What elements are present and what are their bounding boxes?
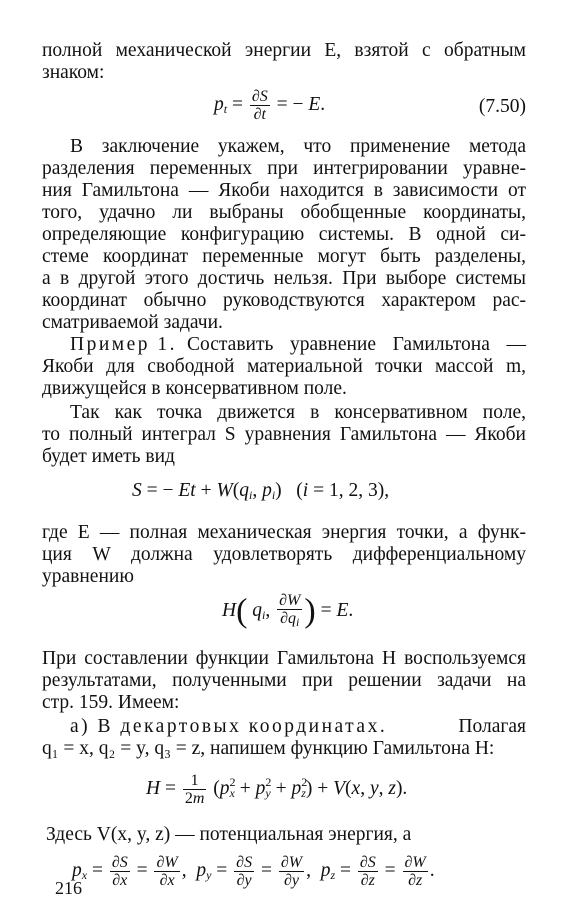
item-a-line xyxy=(70,716,526,738)
text-line: того, удачно ли выбраны обобщенные координаты, xyxy=(42,202,526,223)
text-line: При составлении функции Гамильтона H воспользуемся xyxy=(42,648,526,669)
text-line: Здесь V(x, y, z) — потенциальная энергия, а xyxy=(46,824,412,845)
text-line: результатами, полученными при решении задачи на xyxy=(42,670,526,691)
text-line: ния Гамильтона — Якоби находится в зависимости от xyxy=(42,180,526,201)
text-line: координат обычно руководствуются характером рас- xyxy=(42,290,526,311)
equation-number: (7.50) xyxy=(478,96,526,117)
text-line: где E — полная механическая энергия точки, а функ- xyxy=(42,522,526,543)
text-line: разделения переменных при интегрировании уравне- xyxy=(42,158,526,179)
example-heading-line xyxy=(70,334,526,356)
example-text: Составить уравнение Гамильтона — xyxy=(187,334,526,355)
text-line: а в другой этого достичь нельзя. При выборе системы xyxy=(42,268,526,289)
text-line: Якоби для свободной материальной точки массой m, xyxy=(42,356,526,377)
text-line: В заключение укажем, что применение метода xyxy=(70,136,526,157)
text-line: уравнению xyxy=(42,566,134,587)
text-line: стр. 159. Имеем: xyxy=(42,692,180,713)
item-a-label: а) В декартовых координатах. xyxy=(70,716,388,737)
text-line: будет иметь вид xyxy=(42,446,175,467)
item-a-tail: Полагая xyxy=(458,716,526,737)
equation-full-integral: S = − $Et + W(q_i$, $p_i$) (i = 1, 2, 3), xyxy=(132,480,390,502)
text-line: полной механической энергии E, взятой с обратным xyxy=(42,40,526,61)
text-line: q₁ = x, q₂ = y, q₃ = z, напишем функцию Гамильтона H: xyxy=(42,738,495,759)
equation-hamiltonian-pde: H( $q_i$, $\frac{\partial W}{\partial q_i}$ ) = E. xyxy=(222,592,354,630)
text-line: Так как точка движется в консервативном поле, xyxy=(70,402,526,423)
text-line: определяющие конфигурацию системы. В одной си- xyxy=(42,224,526,245)
text-line: стеме координат переменные могут быть разделены, xyxy=(42,246,526,267)
text-line: сматриваемой задачи. xyxy=(42,312,223,333)
text-line: то полный интеграл S уравнения Гамильтона — Якоби xyxy=(42,424,526,445)
equation-hamiltonian: H = $\frac{1}{2m}$ $(p^2_x + p^2_y + p^2_z) + V(x$, y, z). xyxy=(146,772,408,807)
equation-7-50: $p_t$ = $\frac{\partial S}{\partial t}$ = − E. xyxy=(214,88,326,123)
text-line: ция W должна удовлетворять дифференциальному xyxy=(42,544,526,565)
text-line: знаком: xyxy=(42,62,105,83)
example-label: Пример 1. xyxy=(70,334,178,355)
equation-momenta: $p_x$ = $\frac{\partial S}{\partial x}$ = $\frac{\partial W}{\partial x}$ , $p_y$ = $\frac{\partial S}{\partial y}$ = $\frac{\partial W}{\partial y}$ , $p_z$ = $\frac{\partial S}{\partial z}$ = $\frac{\partial W}{\partial z}$ . xyxy=(72,854,435,889)
page-number: 216 xyxy=(55,878,82,898)
text-line: движущейся в консервативном поле. xyxy=(42,378,347,399)
